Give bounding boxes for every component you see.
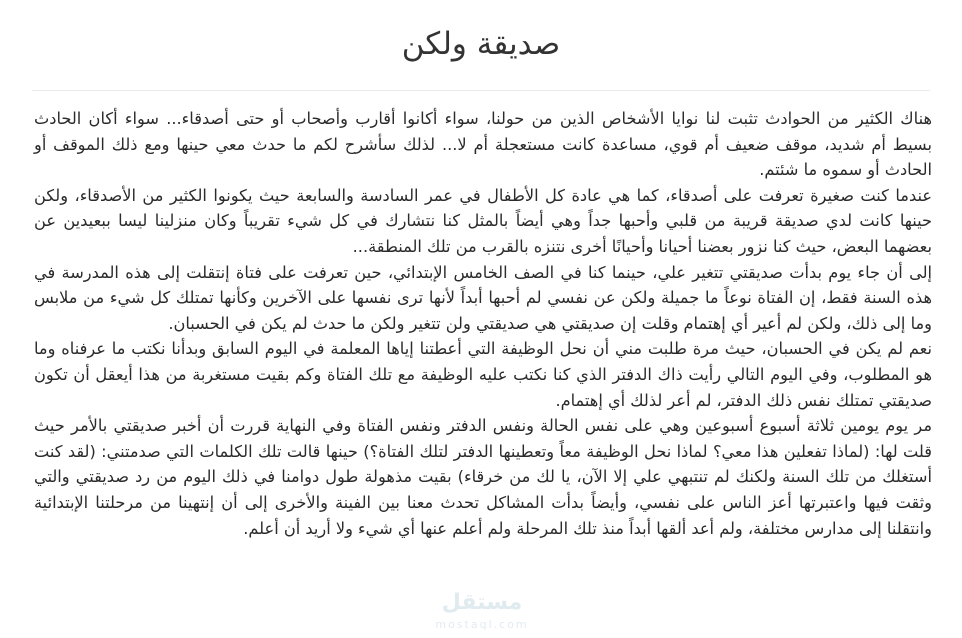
article-body <box>34 106 932 541</box>
watermark-latin-text: mostaql.com <box>435 618 529 631</box>
title-divider <box>32 90 930 91</box>
article-title: صديقة ولكن <box>401 26 561 62</box>
watermark-arabic-text: مستقل <box>441 590 523 615</box>
mostaql-watermark-logo <box>412 590 552 636</box>
article-paragraph: مر يوم يومين ثلاثة أسبوع أسبوعين وهي على نفس الحالة ونفس الدفتر ونفس الفتاة وفي النهاية قررت أن أخبر صديقتي بالأمر حيث قلت لها: (لماذا تفعلين هذا معي؟ لماذا نحل الوظيفة معاً وتعطينها الدفتر لتلك الفتاة؟) حينها قالت تلك الكلمات التي صدمتني: (لقد كنت أستغلك من تلك السنة ولكنك لم تنتبهي علي إلا الآن، يا لك من خرقاء) بقيت مذهولة طول دوامنا في ذلك اليوم من رد صديقتي والتي وثقت فيها واعتبرتها أعز الناس على نفسي، وأيضاً بدأت المشاكل تحدث معنا بين الفينة والأخرى إلى أن إنتهينا من مرحلتنا الإبتدائية وانتقلنا إلى مدارس مختلفة، ولم أعد ألقها أبداً منذ تلك المرحلة ولم أعلم عنها أي شيء ولا أريد أن أعلم. <box>34 416 932 538</box>
article-paragraph: إلى أن جاء يوم بدأت صديقتي تتغير علي، حينما كنا في الصف الخامس الإبتدائي، حين تعرفت على فتاة إنتقلت إلى هذه المدرسة في هذه السنة فقط، إن الفتاة نوعاً ما جميلة ولكن عن نفسي لم أحبها أبداً لأنها ترى نفسها على الآخرين وكأنها تمتلك كل شيء من ملابس وما إلى ذلك، ولكن لم أعير أي إهتمام وقلت إن صديقتي هي صديقتي ولن تتغير ولكن ما حدث لم يكن في الحسبان. <box>34 262 932 333</box>
article-paragraph: هناك الكثير من الحوادث تثبت لنا نوايا الأشخاص الذين من حولنا، سواء أكانوا أقارب وأصحاب أو حتى أصدقاء... سواء أكان الحادث بسيط أم شديد، موقف ضعيف أم قوي، مساعدة كانت مستعجلة أم لا... لذلك سأشرح لكم ما حدث معي حينها ومع ذلك الموقف أو الحادث أو سموه ما شئتم. <box>34 109 932 180</box>
article-paragraph: نعم لم يكن في الحسبان، حيث مرة طلبت مني أن نحل الوظيفة التي أعطتنا إياها المعلمة في اليوم السابق وبدأنا نكتب ما عرفناه وما هو المطلوب، وفي اليوم التالي رأيت ذاك الدفتر الذي كنا نكتب عليه الوظيفة مع تلك الفتاة وكم بقيت مستغربة من هذا أيعقل أن تكون صديقتي تمتلك نفس ذلك الدفتر، لم أعر لذلك أي إهتمام. <box>34 339 932 410</box>
article-paragraph: عندما كنت صغيرة تعرفت على أصدقاء، كما هي عادة كل الأطفال في عمر السادسة والسابعة حيث يكونوا الكثير من الأصدقاء، ولكن حينها كانت لدي صديقة قريبة من قلبي وأحبها جداً وهي أيضاً بالمثل كنا نتشارك في كل شيء تقريباً وكان منزلينا ليسا ببعيدين عن بعضهما البعض، حيث كنا نزور بعضنا أحيانا وأحيانًا أخرى نتنزه بالقرب من تلك المنطقة... <box>34 185 932 256</box>
